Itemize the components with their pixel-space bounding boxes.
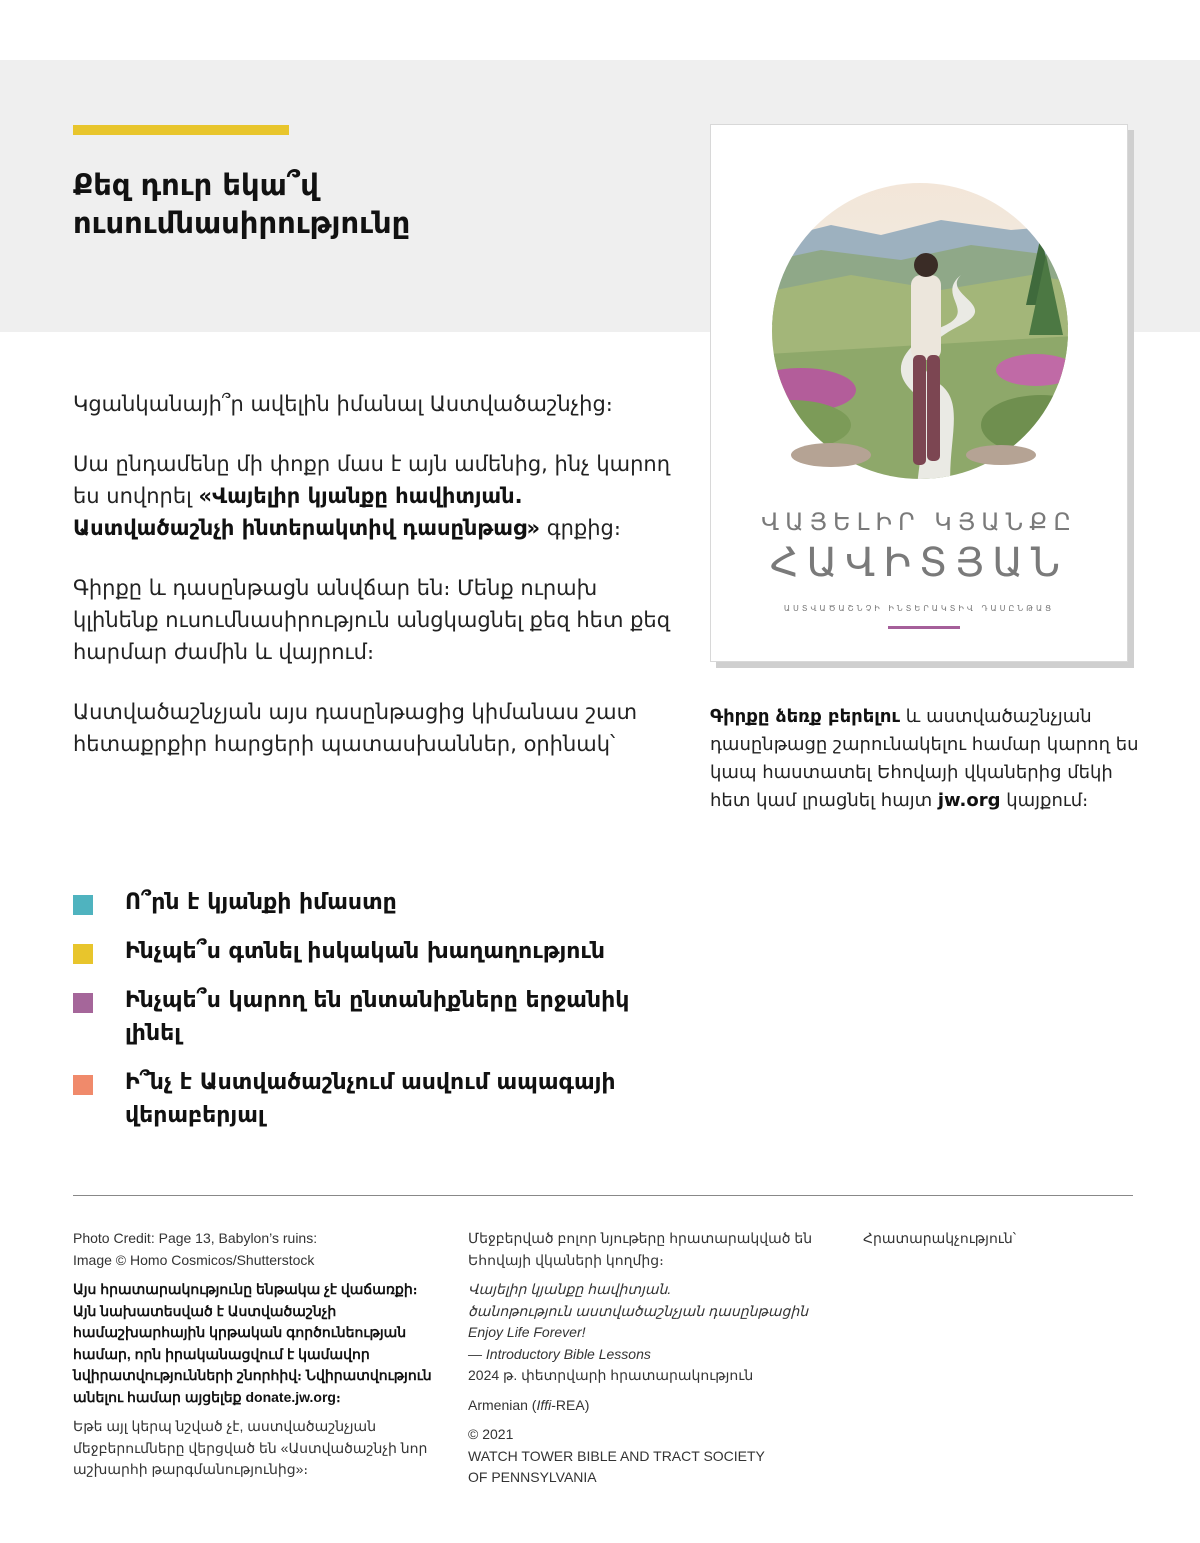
intro-text xyxy=(73,388,685,788)
book-title: «Վայելիր կյանքը հավիտյան. Աստվածաշնչի ինտերակտիվ դասընթաց» xyxy=(73,484,541,540)
accent-bar xyxy=(73,125,289,135)
page-title xyxy=(73,166,633,242)
bullet-square-icon xyxy=(73,993,93,1013)
cover-accent-line xyxy=(888,626,960,629)
cover-subtitle: ԱՍՏՎԱԾԱՇՆՉԻ ԻՆՏԵՐԱԿՏԻՎ ԴԱՍԸՆԹԱՑ xyxy=(783,604,1055,613)
copyright: © 2021 WATCH TOWER BIBLE AND TRACT SOCIETY OF PENNSYLVANIA xyxy=(468,1426,765,1485)
intro-question: Կցանկանայի՞ր ավելին իմանալ Աստվածաշնչից։ xyxy=(73,392,613,416)
publisher-note: Մեջբերված բոլոր նյութերը հրատարակված են Եհովայի վկաների կողմից։ xyxy=(468,1230,813,1268)
intro-paragraph-book: Սա ընդամենը մի փոքր մաս է այն ամենից, ինչ կարող ես սովորել «Վայելիր կյանքը հավիտյան. Աստվածաշնչի ինտերակտիվ դասընթաց» գրքից։ xyxy=(73,452,671,540)
list-item: Ինչպե՞ս գտնել իսկական խաղաղություն xyxy=(73,935,693,968)
translation-note: Եթե այլ կերպ նշված չէ, աստվածաշնչյան մեջբերումները վերցված են «Աստվածաշնչի նոր աշխարհի թարգմանությունից»։ xyxy=(73,1418,428,1477)
footer-column-1 xyxy=(73,1228,443,1489)
intro-paragraph-free: Գիրքը և դասընթացն անվճար են։ Մենք ուրախ կլինենք ուսումնասիրություն անցկացնել քեզ հետ քեզ հարմար ժամին և վայրում։ xyxy=(73,576,671,664)
publisher-label: Հրատարակչություն՝ xyxy=(863,1230,1017,1246)
bullet-square-icon xyxy=(73,944,93,964)
cover-illustration xyxy=(711,125,1129,525)
intro-paragraph-questions: Աստվածաշնչյան այս դասընթացից կիմանաս շատ հետաքրքիր հարցերի պատասխաններ, օրինակ՝ xyxy=(73,700,638,756)
list-item: Ո՞րն է կյանքի իմաստը xyxy=(73,886,693,919)
jw-org-link[interactable]: jw.org xyxy=(937,790,1001,811)
sidenote: Գիրքը ձեռք բերելու և աստվածաշնչյան դասընթացը շարունակելու համար կարող ես կապ հաստատել Եհովայի վկաներից մեկի հետ կամ լրացնել հայտ jw.org կայքում։ xyxy=(710,706,1139,811)
donation-note: Այս հրատարակությունը ենթակա չէ վաճառքի։ Այն նախատեսված է Աստվածաշնչի համաշխարհային կրթական գործունեության համար, որն իրականացվում է կամավոր նվիրատվությունների շնորհիվ։ Նվիրատվություն անելու համար այցելեք donate.jw.org։ xyxy=(73,1281,432,1405)
footer-column-2 xyxy=(468,1228,838,1497)
list-item: Ինչպե՞ս կարող են ընտանիքները երջանիկ լինել xyxy=(73,984,693,1050)
sidenote-bold: Գիրքը ձեռք բերելու xyxy=(710,706,901,727)
photo-credit: Photo Credit: Page 13, Babylon’s ruins: Image © Homo Cosmicos/Shutterstock xyxy=(73,1230,318,1268)
question-list xyxy=(73,886,693,1148)
footer-column-3 xyxy=(863,1228,1163,1258)
bullet-square-icon xyxy=(73,895,93,915)
cover-title-line-2: ՀԱՎԻՏՅԱՆ xyxy=(769,540,1069,586)
title-line-1: Քեզ դուր եկա՞վ xyxy=(73,168,319,202)
cover-title-line-1: ՎԱՅԵԼԻՐ ԿՅԱՆՔԸ xyxy=(761,508,1077,536)
title-line-2: ուսումնասիրությունը xyxy=(73,206,411,240)
footer-divider xyxy=(73,1195,1133,1196)
bullet-square-icon xyxy=(73,1075,93,1095)
publication-titles: Վայելիր կյանքը հավիտյան. ծանոթություն աստվածաշնչյան դասընթացին Enjoy Life Forever! — Introductory Bible Lessons 2024 թ. փետրվարի հրատարակություն xyxy=(468,1281,809,1383)
list-item: Ի՞նչ է Աստվածաշնչում ասվում ապագայի վերաբերյալ xyxy=(73,1066,693,1132)
language-code: Armenian (Iffi-REA) xyxy=(468,1396,590,1413)
